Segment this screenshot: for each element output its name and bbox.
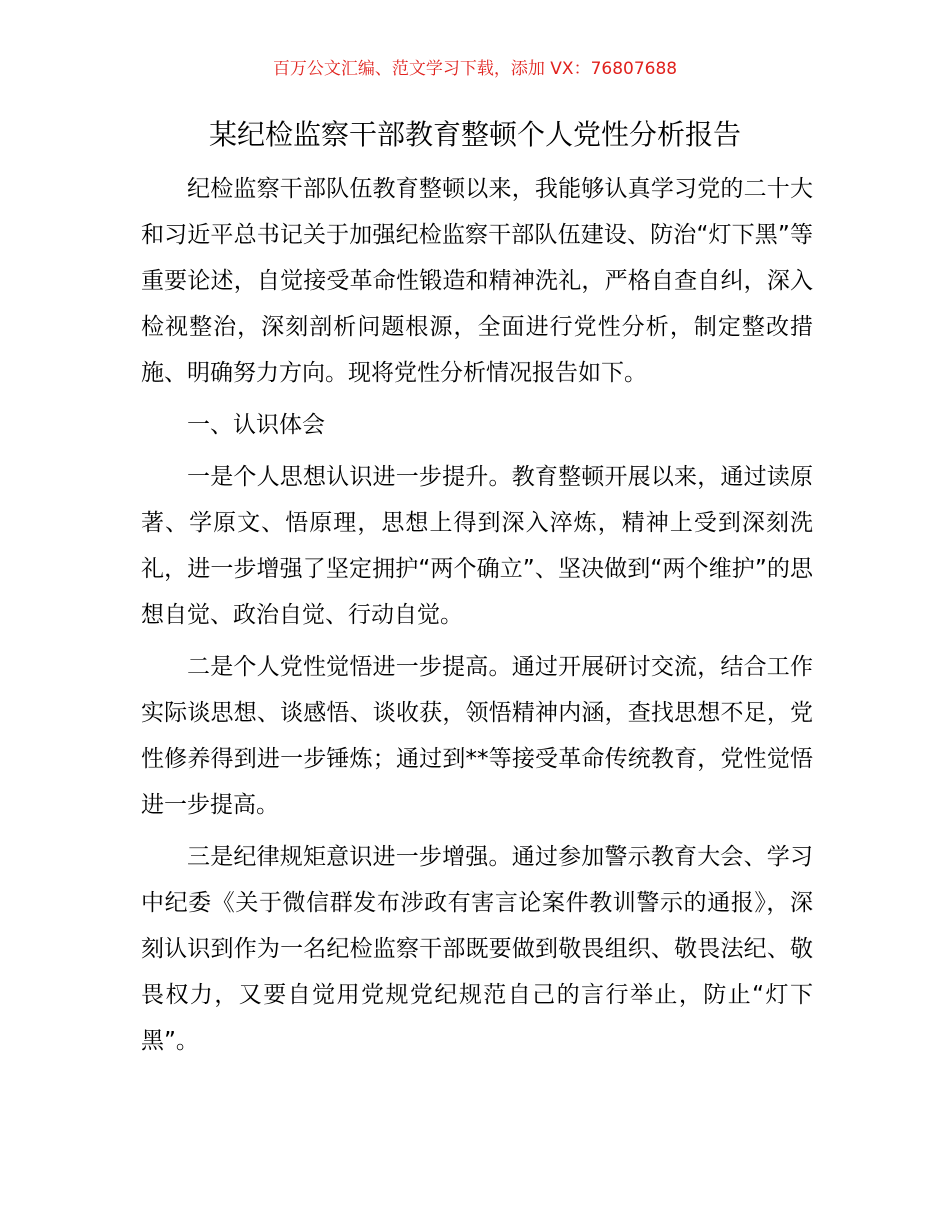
- body-paragraph: 二是个人党性觉悟进一步提高。通过开展研讨交流，结合工作实际谈思想、谈感悟、谈收获，领悟精神内涵，查找思想不足，党性修养得到进一步锤炼；通过到**等接受革命传统教育，党性觉悟进一步提高。: [141, 654, 813, 818]
- section-heading: 一、认识体会: [187, 412, 325, 438]
- document-body: [141, 166, 813, 1064]
- body-paragraph: 三是纪律规矩意识进一步增强。通过参加警示教育大会、学习中纪委《关于微信群发布涉政有害言论案件教训警示的通报》，深刻认识到作为一名纪检监察干部既要做到敬畏组织、敬畏法纪、敬畏权力，又要自觉用党规党纪规范自己的言行举止，防止“灯下黑”。: [141, 844, 813, 1054]
- body-paragraph: 一是个人思想认识进一步提升。教育整顿开展以来，通过读原著、学原文、悟原理，思想上得到深入淬炼，精神上受到深刻洗礼，进一步增强了坚定拥护“两个确立”、坚决做到“两个维护”的思想自觉、政治自觉、行动自觉。: [141, 464, 813, 628]
- header-note: 百万公文汇编、范文学习下载，添加 VX：76807688: [272, 59, 678, 79]
- document-title: 某纪检监察干部教育整顿个人党性分析报告: [208, 118, 741, 151]
- intro-paragraph: 纪检监察干部队伍教育整顿以来，我能够认真学习党的二十大和习近平总书记关于加强纪检监察干部队伍建设、防治“灯下黑”等重要论述，自觉接受革命性锻造和精神洗礼，严格自查自纠，深入检视整治，深刻剖析问题根源，全面进行党性分析，制定整改措施、明确努力方向。现将党性分析情况报告如下。: [141, 176, 813, 386]
